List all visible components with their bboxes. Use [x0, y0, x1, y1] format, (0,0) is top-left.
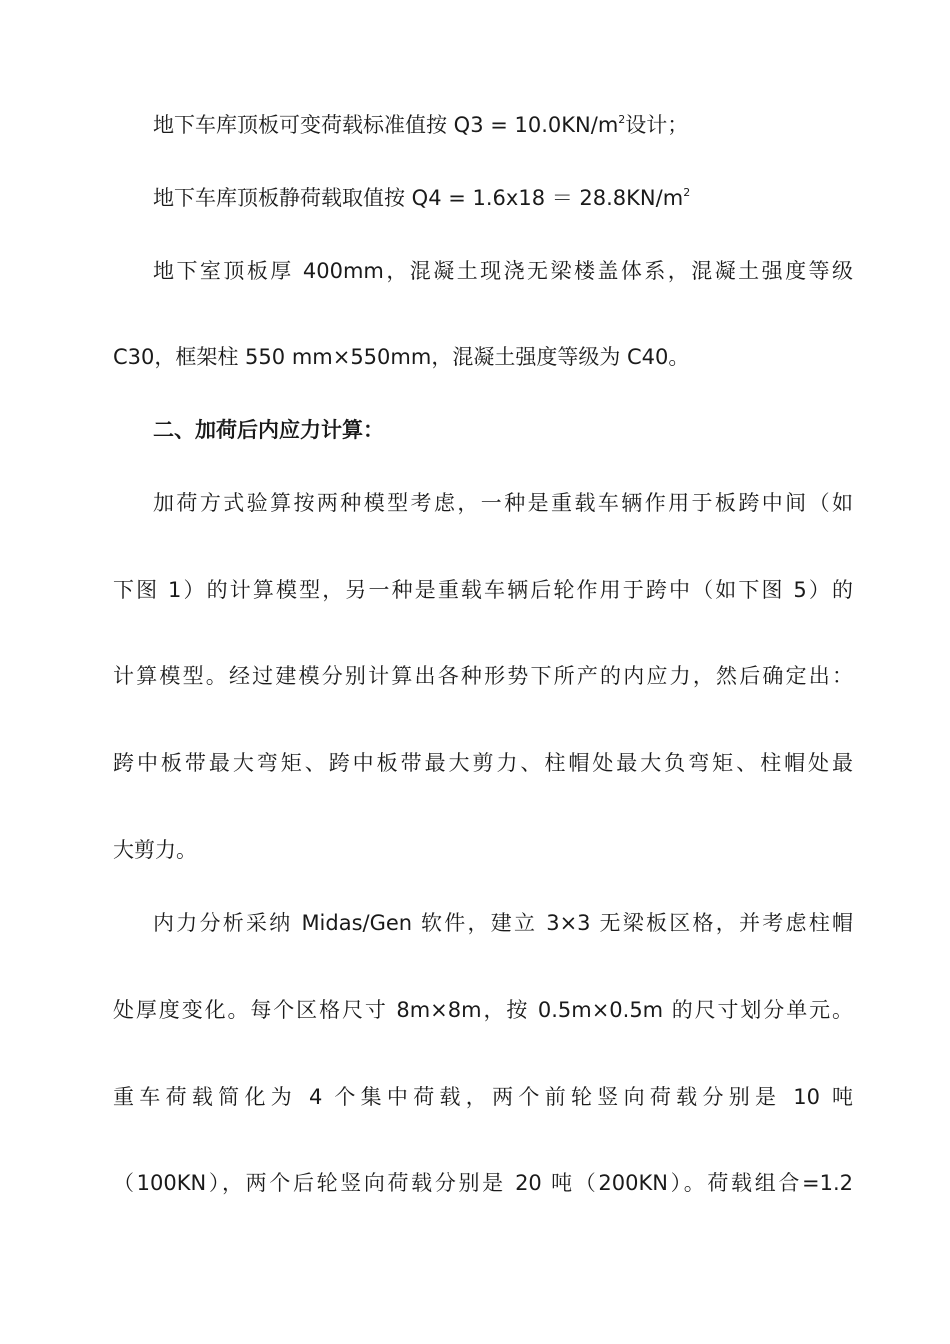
superscript: 2	[618, 113, 626, 126]
section-heading: 二、加荷后内应力计算：	[153, 418, 384, 442]
paragraph-text: 地下车库顶板可变荷载标准值按 Q3 = 10.0KN/m	[153, 113, 619, 137]
paragraph-dead-load	[153, 183, 853, 213]
paragraph-text: 地下车库顶板静荷载取值按 Q4 = 1.6x18 ＝ 28.8KN/m	[153, 186, 684, 210]
paragraph-analysis-line-3: 重车荷载简化为 4 个集中荷载，两个前轮竖向荷载分别是 10 吨	[113, 1085, 853, 1109]
paragraph-live-load	[153, 110, 853, 140]
paragraph-model-line-3: 计算模型。经过建模分别计算出各种形势下所产的内应力，然后确定出：	[113, 664, 853, 688]
paragraph-analysis-line-2: 处厚度变化。每个区格尺寸 8m×8m，按 0.5m×0.5m 的尺寸划分单元。	[113, 998, 853, 1022]
paragraph-model-line-2: 下图 1）的计算模型，另一种是重载车辆后轮作用于跨中（如下图 5）的	[113, 578, 853, 602]
paragraph-model-line-5: 大剪力。	[113, 838, 197, 862]
paragraph-analysis-line-4: （100KN），两个后轮竖向荷载分别是 20 吨（200KN）。荷载组合=1.2	[113, 1171, 853, 1195]
paragraph-slab-line-1: 地下室顶板厚 400mm，混凝土现浇无梁楼盖体系，混凝土强度等级	[153, 259, 853, 283]
superscript: 2	[683, 186, 691, 199]
paragraph-slab-line-2: C30，框架柱 550 mm×550mm，混凝土强度等级为 C40。	[113, 345, 690, 369]
paragraph-analysis-line-1: 内力分析采纳 Midas/Gen 软件，建立 3×3 无梁板区格，并考虑柱帽	[153, 911, 853, 935]
paragraph-model-line-1: 加荷方式验算按两种模型考虑，一种是重载车辆作用于板跨中间（如	[153, 491, 853, 515]
paragraph-model-line-4: 跨中板带最大弯矩、跨中板带最大剪力、柱帽处最大负弯矩、柱帽处最	[113, 751, 853, 775]
paragraph-tail: 设计；	[625, 113, 689, 137]
